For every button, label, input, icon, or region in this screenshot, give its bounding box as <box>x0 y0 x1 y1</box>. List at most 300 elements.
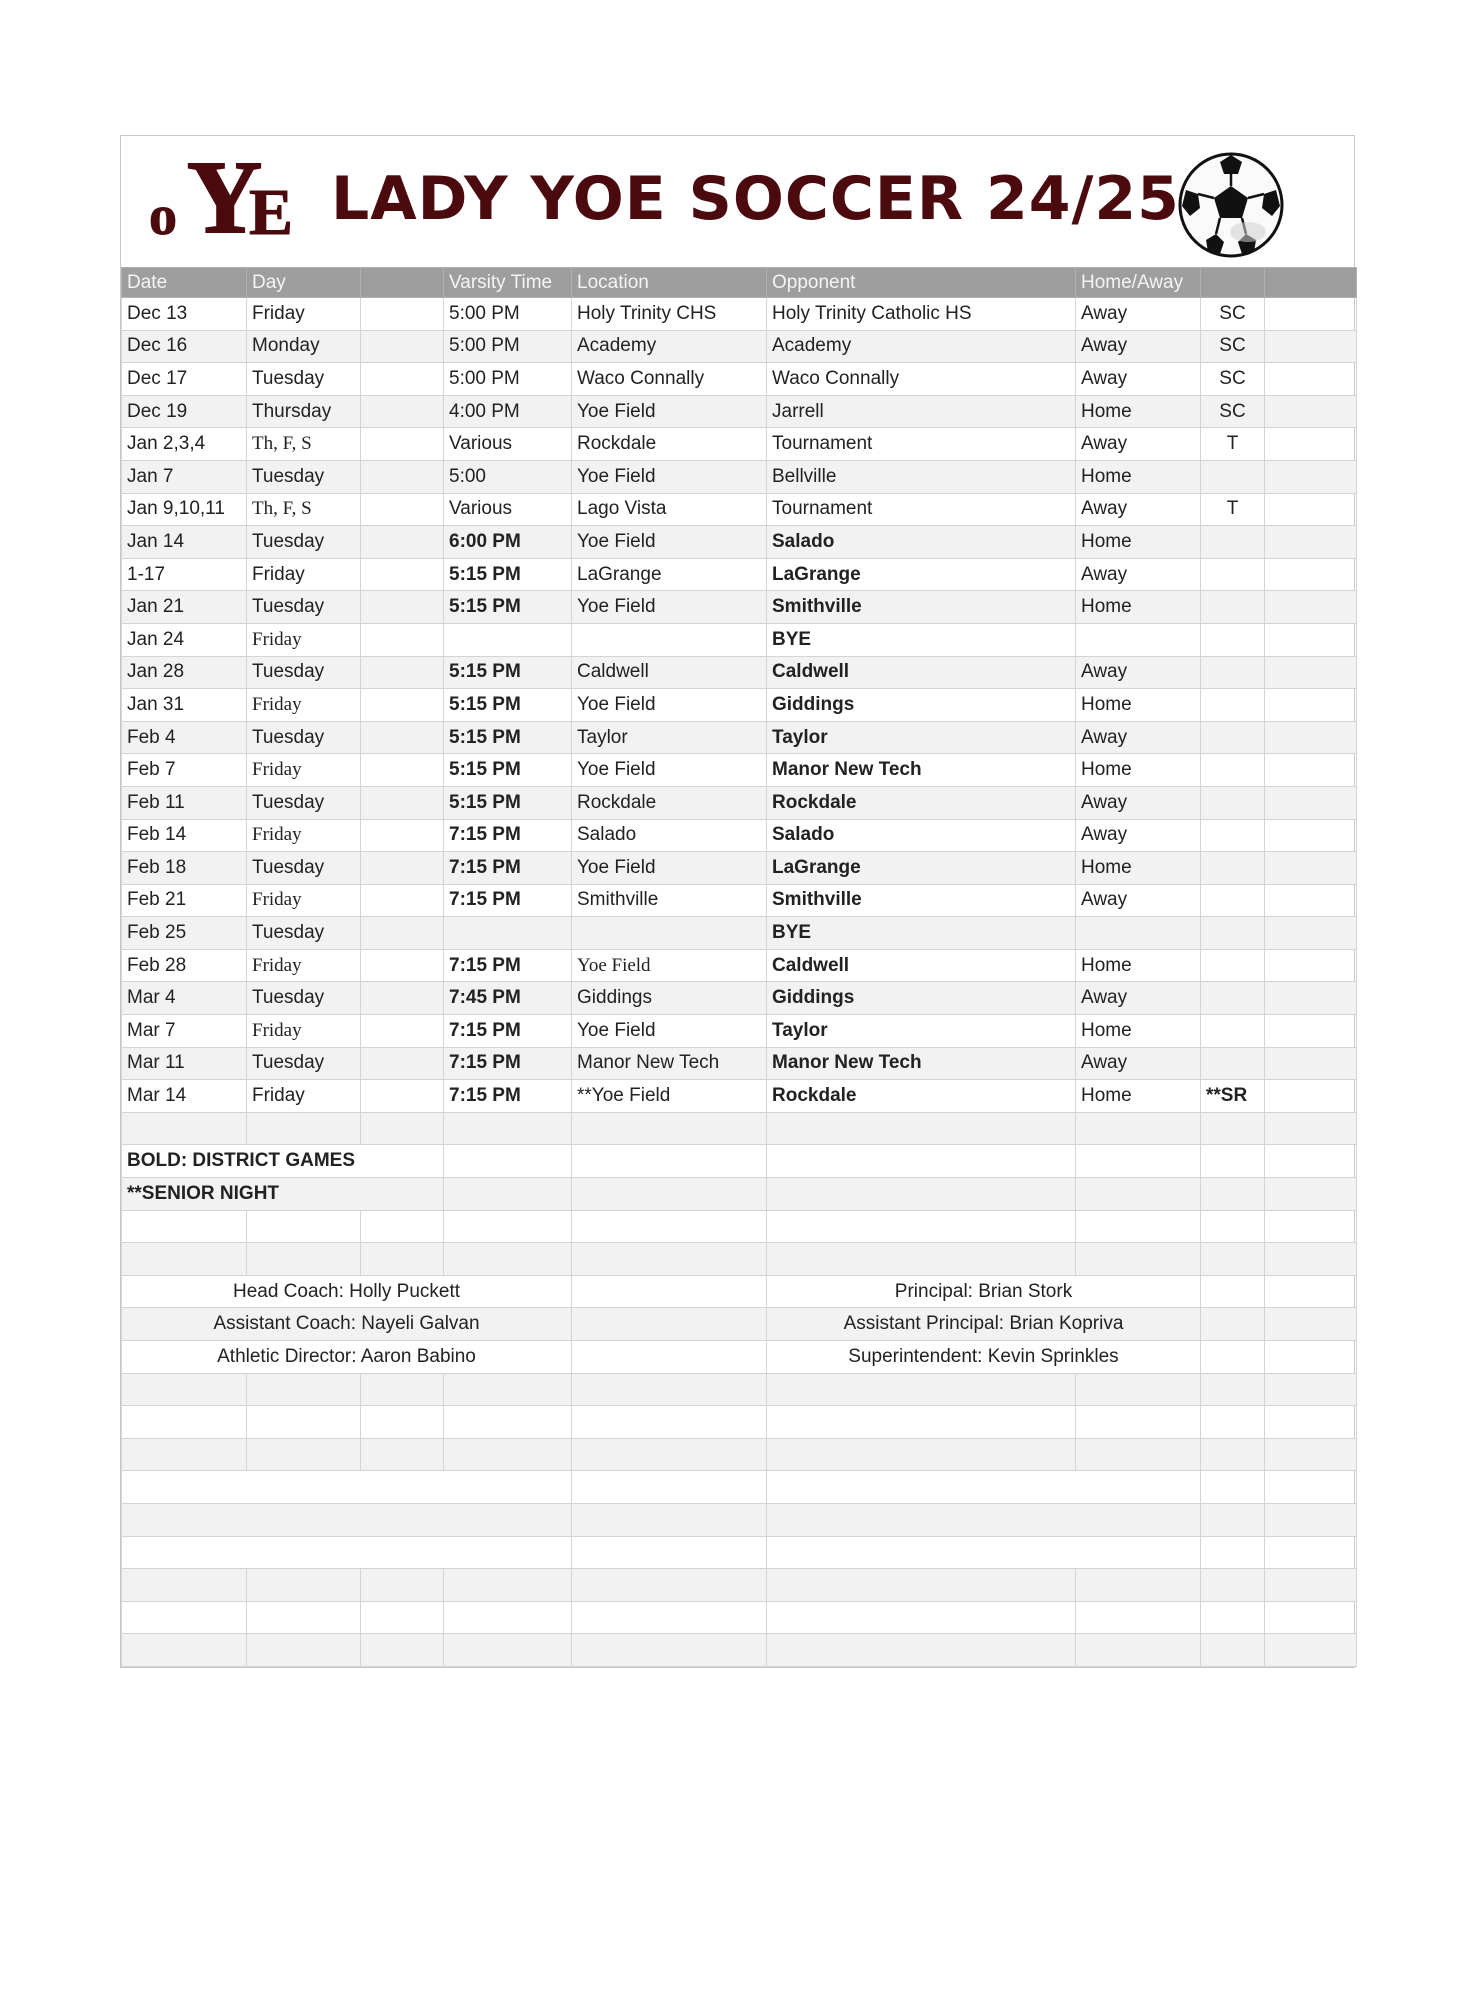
game-blank <box>361 330 444 363</box>
game-day: Tuesday <box>247 656 361 689</box>
header-opponent: Opponent <box>767 268 1076 298</box>
game-day: Friday <box>247 819 361 852</box>
staff-row <box>122 1341 1357 1374</box>
game-extra <box>1265 591 1357 624</box>
game-home-away <box>1076 917 1201 950</box>
empty-row <box>122 1503 1357 1536</box>
game-date: Mar 14 <box>122 1080 247 1113</box>
empty-cell <box>122 1536 572 1569</box>
game-day: Friday <box>247 1080 361 1113</box>
game-extra <box>1265 1080 1357 1113</box>
empty-cell <box>122 1210 247 1243</box>
empty-cell <box>1201 1471 1265 1504</box>
game-blank <box>361 1080 444 1113</box>
empty-cell <box>1201 1243 1265 1276</box>
game-time: 5:15 PM <box>444 558 572 591</box>
legend-district: BOLD: DISTRICT GAMES <box>122 1145 444 1178</box>
game-home-away: Home <box>1076 591 1201 624</box>
game-row <box>122 884 1357 917</box>
empty-cell <box>1265 1601 1357 1634</box>
game-opponent: BYE <box>767 623 1076 656</box>
empty-row <box>122 1210 1357 1243</box>
game-date: Feb 11 <box>122 786 247 819</box>
game-day: Tuesday <box>247 460 361 493</box>
game-time: 7:15 PM <box>444 819 572 852</box>
empty-cell <box>572 1471 767 1504</box>
empty-cell <box>1265 1406 1357 1439</box>
game-row <box>122 526 1357 559</box>
empty-cell <box>1265 1471 1357 1504</box>
game-time: 5:00 PM <box>444 298 572 331</box>
game-location: Yoe Field <box>572 460 767 493</box>
empty-cell <box>767 1210 1076 1243</box>
staff-row <box>122 1308 1357 1341</box>
yoe-logo <box>149 146 299 246</box>
game-home-away: Away <box>1076 656 1201 689</box>
empty-cell <box>572 1210 767 1243</box>
empty-cell <box>767 1406 1076 1439</box>
game-extra <box>1265 852 1357 885</box>
game-day: Th, F, S <box>247 428 361 461</box>
staff-right: Superintendent: Kevin Sprinkles <box>767 1341 1201 1374</box>
game-blank <box>361 1015 444 1048</box>
game-extra <box>1265 526 1357 559</box>
empty-cell <box>1265 1503 1357 1536</box>
game-location: Waco Connally <box>572 363 767 396</box>
empty-cell <box>122 1471 572 1504</box>
empty-cell <box>572 1406 767 1439</box>
game-blank <box>361 493 444 526</box>
game-date: Jan 7 <box>122 460 247 493</box>
game-opponent: Rockdale <box>767 1080 1076 1113</box>
empty-cell <box>444 1569 572 1602</box>
empty-cell <box>1076 1145 1201 1178</box>
game-row <box>122 754 1357 787</box>
game-note <box>1201 982 1265 1015</box>
legend-senior: **SENIOR NIGHT <box>122 1178 444 1211</box>
banner <box>121 136 1354 267</box>
game-date: Jan 9,10,11 <box>122 493 247 526</box>
game-note <box>1201 786 1265 819</box>
empty-cell <box>444 1634 572 1667</box>
empty-cell <box>767 1601 1076 1634</box>
game-note <box>1201 884 1265 917</box>
empty-cell <box>767 1503 1201 1536</box>
svg-text:o: o <box>149 185 177 246</box>
game-time: 5:00 PM <box>444 363 572 396</box>
game-time: 5:00 PM <box>444 330 572 363</box>
game-location: **Yoe Field <box>572 1080 767 1113</box>
empty-row <box>122 1601 1357 1634</box>
game-opponent: Caldwell <box>767 949 1076 982</box>
empty-cell <box>1076 1634 1201 1667</box>
game-day: Tuesday <box>247 591 361 624</box>
game-blank <box>361 982 444 1015</box>
game-opponent: Jarrell <box>767 395 1076 428</box>
game-location: Salado <box>572 819 767 852</box>
game-blank <box>361 754 444 787</box>
empty-cell <box>122 1634 247 1667</box>
game-location: LaGrange <box>572 558 767 591</box>
game-opponent: Taylor <box>767 721 1076 754</box>
game-time: 5:00 <box>444 460 572 493</box>
empty-cell <box>247 1112 361 1145</box>
game-date: Feb 4 <box>122 721 247 754</box>
game-time: 4:00 PM <box>444 395 572 428</box>
empty-cell <box>572 1503 767 1536</box>
empty-cell <box>1265 1569 1357 1602</box>
empty-cell <box>361 1243 444 1276</box>
empty-cell <box>361 1601 444 1634</box>
game-location <box>572 917 767 950</box>
empty-cell <box>1201 1438 1265 1471</box>
empty-cell <box>1265 1634 1357 1667</box>
staff-left: Assistant Coach: Nayeli Galvan <box>122 1308 572 1341</box>
game-date: Mar 11 <box>122 1047 247 1080</box>
empty-cell <box>1265 1178 1357 1211</box>
empty-cell <box>444 1112 572 1145</box>
game-blank <box>361 298 444 331</box>
empty-cell <box>247 1601 361 1634</box>
game-home-away: Away <box>1076 1047 1201 1080</box>
empty-cell <box>1076 1112 1201 1145</box>
game-date: Dec 16 <box>122 330 247 363</box>
empty-cell <box>122 1373 247 1406</box>
game-blank <box>361 428 444 461</box>
empty-cell <box>767 1438 1076 1471</box>
game-day: Tuesday <box>247 982 361 1015</box>
game-home-away: Away <box>1076 558 1201 591</box>
empty-cell <box>767 1178 1076 1211</box>
game-home-away: Away <box>1076 493 1201 526</box>
game-blank <box>361 363 444 396</box>
game-date: 1-17 <box>122 558 247 591</box>
game-day: Tuesday <box>247 786 361 819</box>
game-row <box>122 1080 1357 1113</box>
empty-cell <box>1201 1112 1265 1145</box>
game-blank <box>361 558 444 591</box>
game-note <box>1201 1047 1265 1080</box>
game-time: 6:00 PM <box>444 526 572 559</box>
game-home-away: Away <box>1076 298 1201 331</box>
game-opponent: Tournament <box>767 428 1076 461</box>
game-opponent: Rockdale <box>767 786 1076 819</box>
empty-cell <box>361 1634 444 1667</box>
game-blank <box>361 786 444 819</box>
game-extra <box>1265 917 1357 950</box>
empty-cell <box>1265 1243 1357 1276</box>
game-time: 7:15 PM <box>444 852 572 885</box>
game-row <box>122 298 1357 331</box>
game-opponent: LaGrange <box>767 852 1076 885</box>
game-row <box>122 623 1357 656</box>
empty-cell <box>247 1438 361 1471</box>
game-home-away: Home <box>1076 852 1201 885</box>
staff-left: Athletic Director: Aaron Babino <box>122 1341 572 1374</box>
game-blank <box>361 1047 444 1080</box>
game-date: Dec 19 <box>122 395 247 428</box>
game-blank <box>361 949 444 982</box>
game-home-away: Home <box>1076 1015 1201 1048</box>
game-blank <box>361 852 444 885</box>
game-location: Yoe Field <box>572 395 767 428</box>
schedule-sheet <box>120 135 1355 1668</box>
empty-cell <box>1201 1503 1265 1536</box>
empty-cell <box>572 1308 767 1341</box>
game-day: Friday <box>247 558 361 591</box>
game-date: Feb 28 <box>122 949 247 982</box>
empty-cell <box>1076 1569 1201 1602</box>
game-note: SC <box>1201 298 1265 331</box>
game-extra <box>1265 754 1357 787</box>
game-row <box>122 819 1357 852</box>
page-title: LADY YOE SOCCER 24/25 <box>331 164 1180 234</box>
empty-row <box>122 1373 1357 1406</box>
game-day: Friday <box>247 298 361 331</box>
game-day: Tuesday <box>247 363 361 396</box>
game-opponent: Holy Trinity Catholic HS <box>767 298 1076 331</box>
svg-text:E: E <box>249 176 294 246</box>
game-note <box>1201 1015 1265 1048</box>
game-location: Taylor <box>572 721 767 754</box>
soccer-ball-icon <box>1176 150 1286 260</box>
game-row <box>122 949 1357 982</box>
game-time <box>444 623 572 656</box>
game-row <box>122 786 1357 819</box>
empty-row <box>122 1243 1357 1276</box>
game-home-away: Home <box>1076 1080 1201 1113</box>
empty-cell <box>122 1406 247 1439</box>
game-blank <box>361 721 444 754</box>
game-opponent: Bellville <box>767 460 1076 493</box>
game-opponent: Smithville <box>767 591 1076 624</box>
empty-cell <box>1201 1341 1265 1374</box>
empty-cell <box>572 1275 767 1308</box>
game-home-away: Away <box>1076 982 1201 1015</box>
game-day: Tuesday <box>247 917 361 950</box>
game-time: Various <box>444 493 572 526</box>
game-home-away: Away <box>1076 363 1201 396</box>
game-row <box>122 1047 1357 1080</box>
game-extra <box>1265 395 1357 428</box>
game-note <box>1201 460 1265 493</box>
empty-cell <box>1076 1373 1201 1406</box>
game-opponent: Giddings <box>767 982 1076 1015</box>
game-note <box>1201 591 1265 624</box>
game-row <box>122 721 1357 754</box>
empty-cell <box>1265 1275 1357 1308</box>
game-location: Yoe Field <box>572 526 767 559</box>
game-opponent: Taylor <box>767 1015 1076 1048</box>
game-extra <box>1265 558 1357 591</box>
empty-cell <box>247 1406 361 1439</box>
game-location: Holy Trinity CHS <box>572 298 767 331</box>
game-row <box>122 558 1357 591</box>
game-date: Mar 7 <box>122 1015 247 1048</box>
empty-cell <box>1265 1112 1357 1145</box>
game-note: SC <box>1201 395 1265 428</box>
empty-cell <box>1201 1210 1265 1243</box>
game-time <box>444 917 572 950</box>
empty-cell <box>572 1112 767 1145</box>
empty-row <box>122 1438 1357 1471</box>
game-note <box>1201 852 1265 885</box>
game-extra <box>1265 884 1357 917</box>
game-note: **SR <box>1201 1080 1265 1113</box>
empty-cell <box>572 1601 767 1634</box>
header-row <box>122 268 1357 298</box>
game-extra <box>1265 623 1357 656</box>
empty-cell <box>1076 1178 1201 1211</box>
game-location: Manor New Tech <box>572 1047 767 1080</box>
empty-cell <box>1265 1438 1357 1471</box>
game-blank <box>361 689 444 722</box>
game-time: 7:15 PM <box>444 1047 572 1080</box>
staff-right: Assistant Principal: Brian Kopriva <box>767 1308 1201 1341</box>
empty-row <box>122 1536 1357 1569</box>
game-date: Dec 13 <box>122 298 247 331</box>
game-time: 5:15 PM <box>444 591 572 624</box>
game-extra <box>1265 949 1357 982</box>
empty-cell <box>767 1243 1076 1276</box>
game-opponent: Salado <box>767 819 1076 852</box>
game-location: Yoe Field <box>572 852 767 885</box>
game-day: Friday <box>247 689 361 722</box>
game-location: Caldwell <box>572 656 767 689</box>
game-time: 5:15 PM <box>444 689 572 722</box>
game-opponent: Giddings <box>767 689 1076 722</box>
game-home-away: Home <box>1076 754 1201 787</box>
empty-cell <box>1076 1243 1201 1276</box>
game-note <box>1201 656 1265 689</box>
game-row <box>122 689 1357 722</box>
empty-cell <box>122 1601 247 1634</box>
empty-cell <box>122 1112 247 1145</box>
empty-cell <box>1265 1210 1357 1243</box>
empty-cell <box>1201 1145 1265 1178</box>
empty-cell <box>1076 1601 1201 1634</box>
empty-cell <box>1076 1210 1201 1243</box>
empty-cell <box>444 1145 572 1178</box>
empty-cell <box>1201 1634 1265 1667</box>
game-opponent: Tournament <box>767 493 1076 526</box>
game-date: Mar 4 <box>122 982 247 1015</box>
game-note <box>1201 754 1265 787</box>
game-time: 5:15 PM <box>444 656 572 689</box>
game-location: Yoe Field <box>572 1015 767 1048</box>
game-row <box>122 591 1357 624</box>
game-note <box>1201 689 1265 722</box>
empty-cell <box>361 1569 444 1602</box>
game-blank <box>361 656 444 689</box>
empty-cell <box>247 1569 361 1602</box>
game-home-away <box>1076 623 1201 656</box>
game-location: Academy <box>572 330 767 363</box>
game-home-away: Home <box>1076 689 1201 722</box>
game-note <box>1201 917 1265 950</box>
empty-cell <box>444 1243 572 1276</box>
empty-cell <box>767 1569 1076 1602</box>
empty-cell <box>767 1112 1076 1145</box>
legend-row <box>122 1145 1357 1178</box>
game-time: 7:15 PM <box>444 1080 572 1113</box>
empty-cell <box>767 1471 1201 1504</box>
game-date: Jan 2,3,4 <box>122 428 247 461</box>
empty-cell <box>361 1438 444 1471</box>
game-day: Monday <box>247 330 361 363</box>
game-extra <box>1265 721 1357 754</box>
game-row <box>122 982 1357 1015</box>
header-blank <box>361 268 444 298</box>
game-home-away: Home <box>1076 949 1201 982</box>
game-blank <box>361 526 444 559</box>
header-time: Varsity Time <box>444 268 572 298</box>
empty-cell <box>572 1341 767 1374</box>
schedule-body <box>122 298 1357 1667</box>
game-home-away: Home <box>1076 460 1201 493</box>
staff-row <box>122 1275 1357 1308</box>
game-location: Yoe Field <box>572 949 767 982</box>
empty-cell <box>361 1210 444 1243</box>
empty-cell <box>122 1243 247 1276</box>
empty-cell <box>572 1178 767 1211</box>
game-row <box>122 460 1357 493</box>
game-note <box>1201 526 1265 559</box>
game-day: Tuesday <box>247 1047 361 1080</box>
game-note: T <box>1201 493 1265 526</box>
game-blank <box>361 460 444 493</box>
empty-cell <box>1076 1438 1201 1471</box>
empty-cell <box>1201 1373 1265 1406</box>
empty-cell <box>247 1634 361 1667</box>
game-blank <box>361 819 444 852</box>
empty-cell <box>572 1438 767 1471</box>
empty-cell <box>767 1145 1076 1178</box>
game-row <box>122 852 1357 885</box>
game-time: 7:15 PM <box>444 949 572 982</box>
empty-cell <box>572 1569 767 1602</box>
game-note <box>1201 558 1265 591</box>
game-opponent: Academy <box>767 330 1076 363</box>
game-location: Rockdale <box>572 428 767 461</box>
game-opponent: Waco Connally <box>767 363 1076 396</box>
game-time: 7:15 PM <box>444 884 572 917</box>
game-opponent: LaGrange <box>767 558 1076 591</box>
empty-cell <box>1076 1406 1201 1439</box>
header-day: Day <box>247 268 361 298</box>
empty-cell <box>572 1634 767 1667</box>
game-location: Rockdale <box>572 786 767 819</box>
game-date: Jan 21 <box>122 591 247 624</box>
game-extra <box>1265 363 1357 396</box>
game-day: Tuesday <box>247 721 361 754</box>
empty-cell <box>247 1373 361 1406</box>
game-time: 5:15 PM <box>444 786 572 819</box>
game-row <box>122 917 1357 950</box>
game-date: Feb 21 <box>122 884 247 917</box>
game-blank <box>361 917 444 950</box>
game-time: 7:15 PM <box>444 1015 572 1048</box>
game-day: Friday <box>247 949 361 982</box>
game-extra <box>1265 428 1357 461</box>
header-location: Location <box>572 268 767 298</box>
game-time: 5:15 PM <box>444 721 572 754</box>
game-note: T <box>1201 428 1265 461</box>
game-home-away: Away <box>1076 428 1201 461</box>
game-row <box>122 363 1357 396</box>
empty-cell <box>1201 1601 1265 1634</box>
game-opponent: Smithville <box>767 884 1076 917</box>
